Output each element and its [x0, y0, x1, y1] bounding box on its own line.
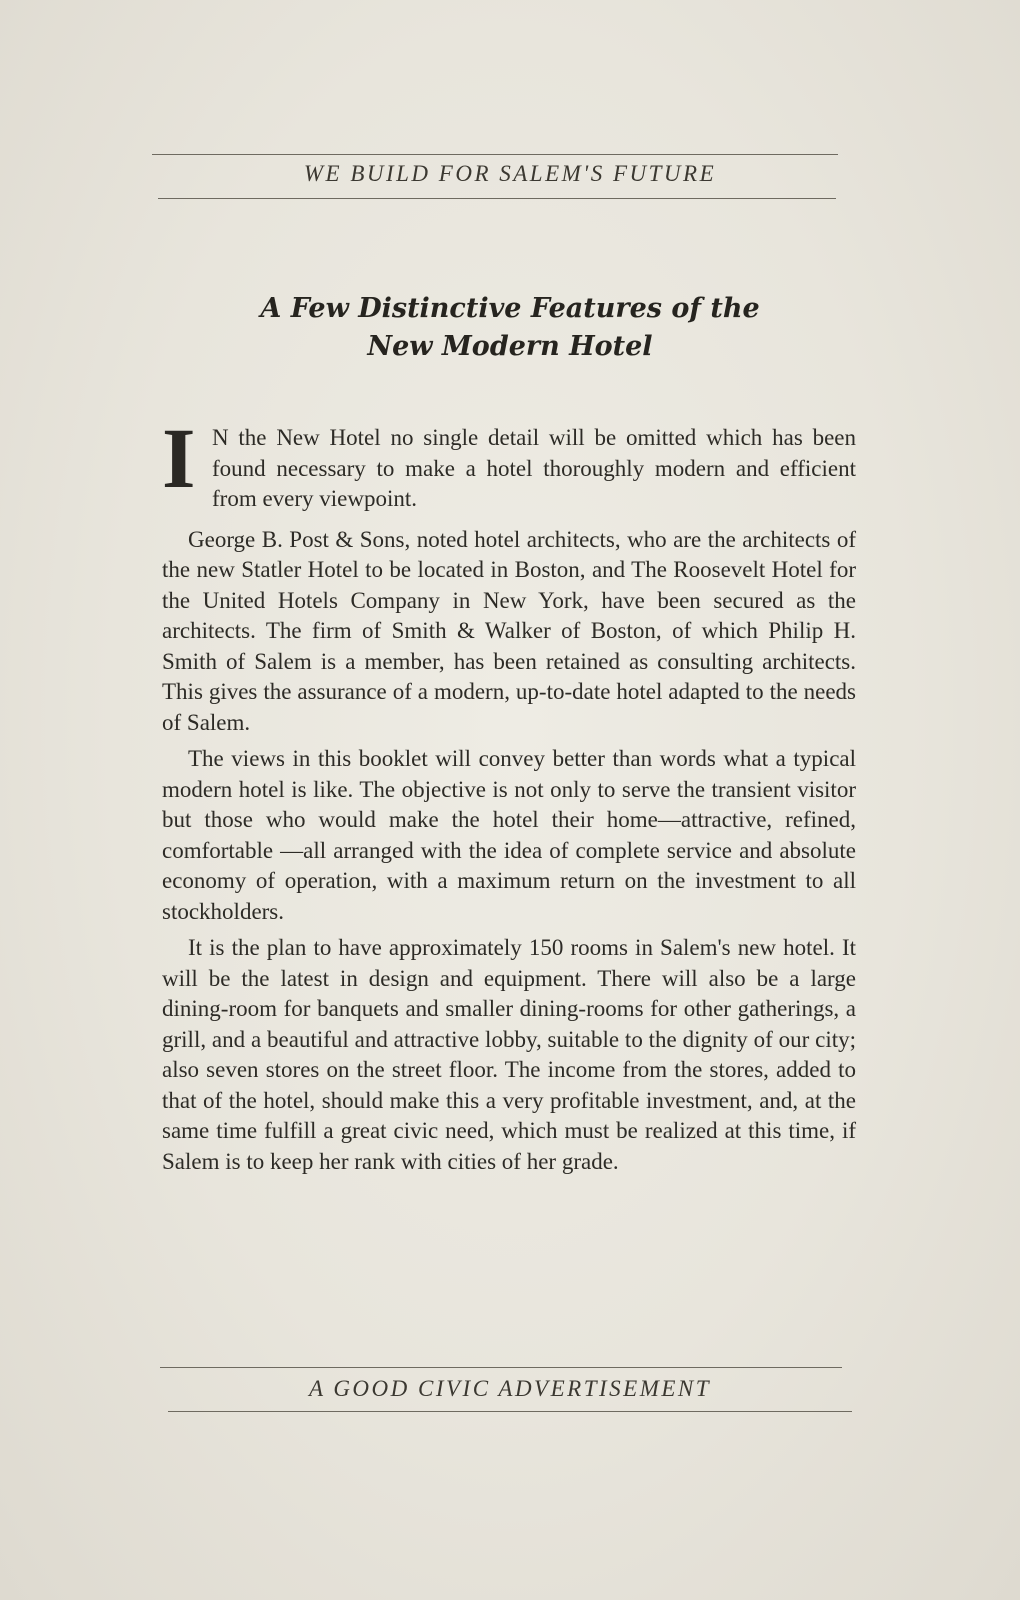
paragraph-2: George B. Post & Sons, noted hotel architects, who are the architects of the new Statler Hotel to be located in Boston, and The Roosevelt Hotel for the United Hotels Company in New York, have been secured as the architects. The firm of Smith & Walker of Boston, of which Philip H. Smith of Salem is a member, has been retained as consulting architects. This gives the assurance of a modern, up-to-date hotel adapted to the needs of Salem.: [162, 526, 856, 735]
paragraph-1: [162, 410, 856, 515]
article-title: [160, 290, 860, 366]
header-rule-top: [152, 154, 838, 155]
title-line-2: New Modern Hotel: [367, 331, 653, 362]
footer-rule-bottom: [168, 1411, 852, 1412]
running-foot: A GOOD CIVIC ADVERTISEMENT: [308, 1376, 712, 1401]
running-head: WE BUILD FOR SALEM'S FUTURE: [303, 161, 717, 186]
paragraph-4: It is the plan to have approximately 150 rooms in Salem's new hotel. It will be the latest in design and equipment. There will also be a large dining-room for banquets and smaller dining-rooms for other gatherings, a grill, and a beautiful and attractive lobby, suitable to the dignity of our city; also seven stores on the street floor. The income from the stores, added to that of the hotel, should make this a very profitable investment, and, at the same time fulfill a great civic need, which must be realized at this time, if Salem is to keep her rank with cities of her grade.: [162, 935, 856, 1174]
drop-cap: I: [162, 410, 196, 506]
paragraph-1-text: N the New Hotel no single detail will be omitted which has been found necessary to make a hotel thoroughly modern and efficient from every viewpoint.: [212, 425, 856, 511]
header-rule-bottom: [158, 198, 836, 199]
footer-rule-top: [160, 1367, 842, 1368]
article-body: [162, 410, 856, 1183]
paragraph-3: The views in this booklet will convey better than words what a typical modern hotel is like. The objective is not only to serve the transient visitor but those who would make the hotel their home—attractive, refined, comfortable —all arranged with the idea of complete service and absolute economy of operation, with a maximum return on the investment to all stockholders.: [162, 746, 856, 924]
title-line-1: A Few Distinctive Features of the: [260, 293, 760, 324]
